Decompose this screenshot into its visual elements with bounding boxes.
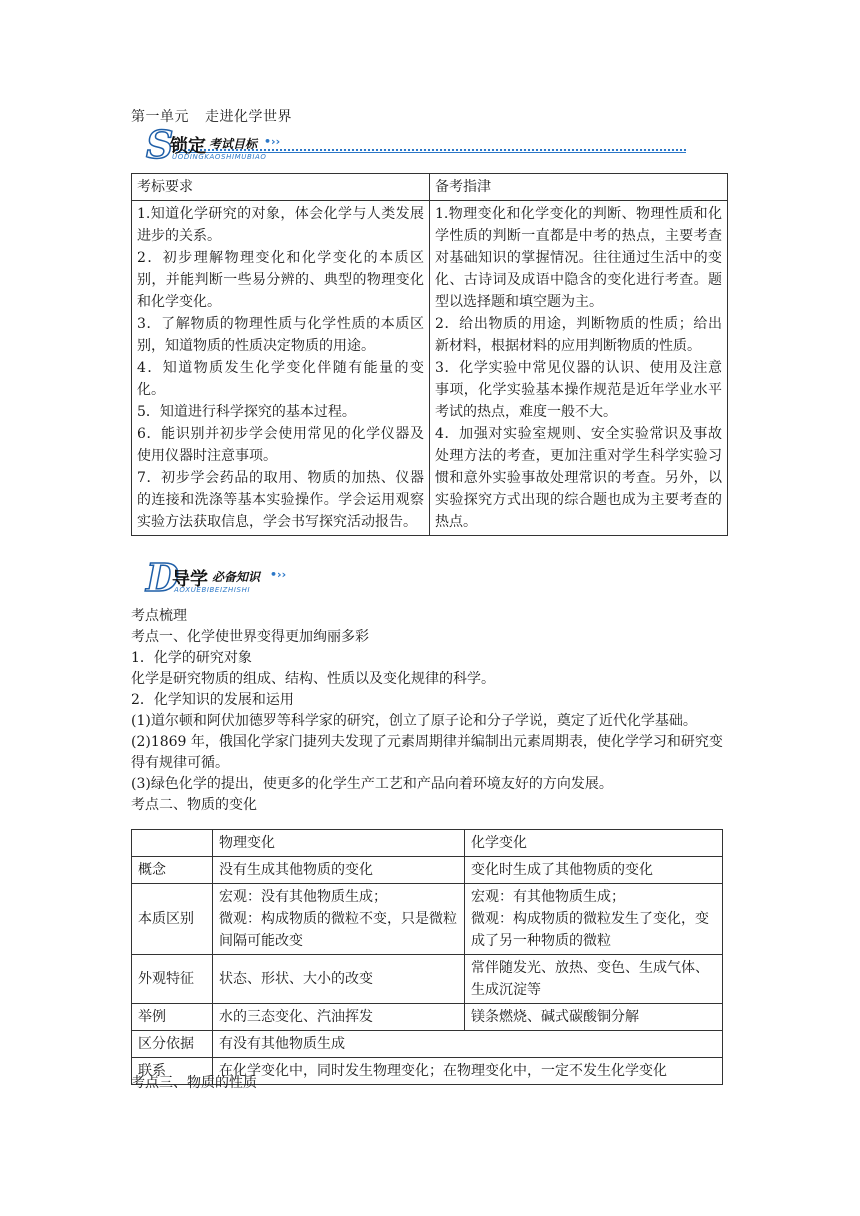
point-heading: 考点三、物质的性质: [131, 1075, 257, 1091]
table-row: [132, 1031, 723, 1058]
table-cell: [465, 884, 723, 955]
list-item: 3．了解物质的物理性质与化学性质的本质区别，知道物质的性质决定物质的用途。: [137, 316, 424, 354]
list-item: (3)绿色化学的提出，使更多的化学生产工艺和产品向着环境友好的方向发展。: [131, 776, 613, 792]
banner-arrow-icon: •››: [264, 135, 281, 148]
banner-logo-letter: D: [146, 555, 179, 600]
list-item: (1)道尔顿和阿伏加德罗等科学家的研究，创立了原子论和分子学说，奠定了近代化学基础。: [131, 713, 697, 729]
list-item: 6．能识别并初步学会使用常见的化学仪器及使用仪器时注意事项。: [137, 426, 424, 464]
row-label: 外观特征: [132, 955, 213, 1004]
table-cell: 常伴随发光、放热、变色、生成气体、生成沉淀等: [465, 955, 723, 1004]
list-item: 1.物理变化和化学变化的判断、物理性质和化学性质的判断一直都是中考的热点，主要考查对基础知识的掌握情况。往往通过生活中的变化、古诗词及成语中隐含的变化进行考查。题型以选择题和填空题为主。: [435, 206, 722, 310]
banner-subtitle: 考试目标: [209, 137, 258, 151]
row-label: 本质区别: [132, 884, 213, 955]
unit-number: 第一单元: [131, 109, 189, 125]
exam-goals-banner: [146, 122, 686, 167]
banner-title: 锁定: [170, 136, 206, 157]
guidance-cell: [430, 201, 728, 536]
table-cell: 变化时生成了其他物质的变化: [465, 857, 723, 884]
knowledge-section: [131, 606, 751, 816]
banner-subtitle: 必备知识: [212, 570, 261, 584]
table-cell: 水的三态变化、汽油挥发: [213, 1004, 465, 1031]
knowledge-banner: [146, 555, 686, 600]
header-guidance: 备考指津: [430, 174, 728, 201]
banner-logo-letter: S: [146, 122, 174, 167]
table-header-row: [132, 174, 728, 201]
list-item: 4．知道物质发生化学变化伴随有能量的变化。: [137, 360, 424, 398]
table-cell: [213, 884, 465, 955]
row-label: 区分依据: [132, 1031, 213, 1058]
banner-arrow-icon: •››: [270, 568, 287, 581]
cell-line: 宏观：有其他物质生成；: [471, 889, 625, 905]
list-item: 4．加强对实验室规则、安全实验常识及事故处理方法的考查，更加注重对学生科学实验习惯和意外实验事故处理常识的考查。另外，以实验探究方式出现的综合题也成为主要考查的热点。: [435, 426, 722, 530]
list-item: 3．化学实验中常见仪器的认识、使用及注意事项，化学实验基本操作规范是近年学业水平考试的热点，难度一般不大。: [435, 360, 722, 420]
unit-name: 走进化学世界: [205, 109, 292, 125]
sub-heading: 1．化学的研究对象: [131, 650, 252, 666]
banner-pinyin: UODINGKAOSHIMUBIAO: [172, 153, 267, 161]
table-row: [132, 884, 723, 955]
table-row: [132, 857, 723, 884]
table-cell: 有没有其他物质生成: [213, 1031, 723, 1058]
list-item: 5．知道进行科学探究的基本过程。: [137, 404, 356, 420]
header-empty: [132, 830, 213, 857]
cell-line: 微观：构成物质的微粒不变，只是微粒间隔可能改变: [219, 911, 457, 949]
table-cell: 状态、形状、大小的改变: [213, 955, 465, 1004]
section-heading: 考点梳理: [131, 608, 187, 624]
banner-title: 导学: [172, 569, 208, 590]
table-row: [132, 955, 723, 1004]
exam-goals-table: [131, 173, 728, 536]
list-item: 7．初步学会药品的取用、物质的加热、仪器的连接和洗涤等基本实验操作。学会运用观察实验方法获取信息，学会书写探究活动报告。: [137, 470, 424, 530]
list-item: 2．给出物质的用途，判断物质的性质；给出新材料，根据材料的应用判断物质的性质。: [435, 316, 722, 354]
change-comparison-table: [131, 829, 723, 1085]
table-cell: 在化学变化中，同时发生物理变化；在物理变化中，一定不发生化学变化: [213, 1058, 723, 1085]
cell-line: 微观：构成物质的微粒发生了变化，变成了另一种物质的微粒: [471, 911, 709, 949]
point-heading: 考点一、化学使世界变得更加绚丽多彩: [131, 629, 369, 645]
list-item: 1.知道化学研究的对象，体会化学与人类发展进步的关系。: [137, 206, 424, 244]
header-physical: 物理变化: [213, 830, 465, 857]
row-label: 概念: [132, 857, 213, 884]
banner-pinyin: AOXUEBIBEIZHISHI: [174, 586, 251, 594]
table-cell: 没有生成其他物质的变化: [213, 857, 465, 884]
header-chemical: 化学变化: [465, 830, 723, 857]
header-requirements: 考标要求: [132, 174, 430, 201]
table-row: [132, 1004, 723, 1031]
paragraph: 化学是研究物质的组成、结构、性质以及变化规律的科学。: [131, 671, 495, 687]
sub-heading: 2．化学知识的发展和运用: [131, 692, 294, 708]
table-row: [132, 201, 728, 536]
knowledge-section-continued: [131, 1073, 751, 1094]
requirements-cell: [132, 201, 430, 536]
list-item: (2)1869 年，俄国化学家门捷列夫发现了元素周期律并编制出元素周期表，使化学学习和研究变得有规律可循。: [131, 734, 723, 771]
cell-line: 宏观：没有其他物质生成；: [219, 889, 387, 905]
row-label: 举例: [132, 1004, 213, 1031]
table-header-row: [132, 830, 723, 857]
list-item: 2．初步理解物理变化和化学变化的本质区别，并能判断一些易分辨的、典型的物理变化和化学变化。: [137, 250, 424, 310]
table-cell: 镁条燃烧、碱式碳酸铜分解: [465, 1004, 723, 1031]
row-label: 联系: [132, 1058, 213, 1085]
point-heading: 考点二、物质的变化: [131, 797, 257, 813]
